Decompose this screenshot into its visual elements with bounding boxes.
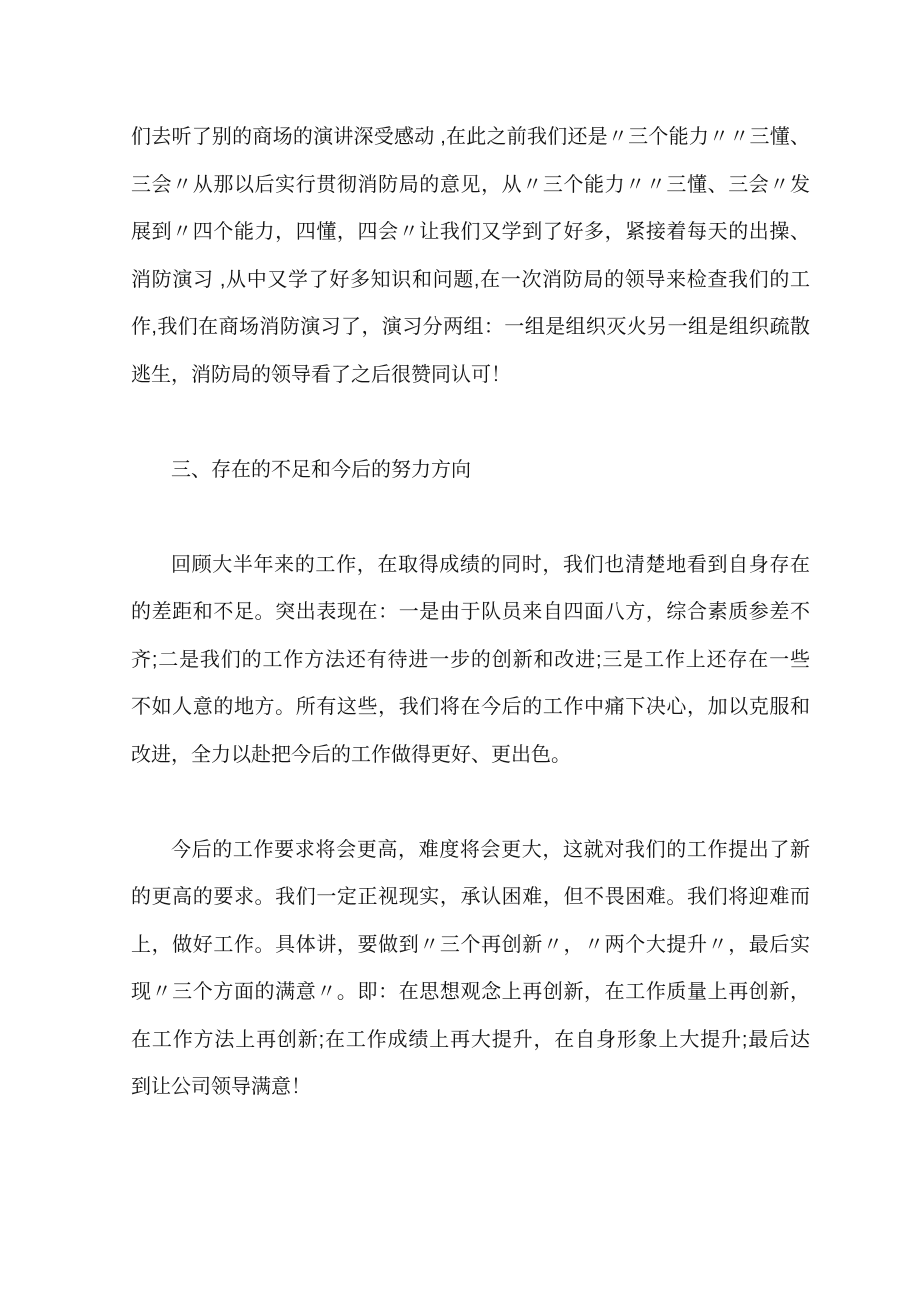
text-line: 在工作方法上再创新;在工作成绩上再大提升，在自身形象上大提升;最后达 (131, 1028, 810, 1051)
text-line: 消防演习 ,从中又学了好多知识和问题,在一次消防局的领导来检查我们的工 (131, 268, 810, 291)
paragraph-future-work (131, 827, 810, 1112)
text-line: 齐;二是我们的工作方法还有待进一步的创新和改进;三是工作上还存在一些 (131, 648, 810, 671)
text-line: 逃生，消防局的领导看了之后很赞同认可！ (131, 363, 511, 386)
text-line: 展到〃四个能力，四懂，四会〃让我们又学到了好多，紧接着每天的出操、 (131, 221, 810, 243)
text-line: 改进，全力以赴把今后的工作做得更好、更出色。 (131, 743, 571, 766)
text-line: 今后的工作要求将会更高，难度将会更大，这就对我们的工作提出了新 (171, 838, 810, 861)
text-line: 作,我们在商场消防演习了，演习分两组：一组是组织灭火另一组是组织疏散 (131, 316, 810, 338)
section-heading: 三、存在的不足和今后的努力方向 (171, 458, 471, 481)
document-text-block (131, 114, 810, 1112)
text-line: 三会〃从那以后实行贯彻消防局的意见，从〃三个能力〃〃三懂、三会〃发 (131, 173, 810, 196)
blank-line (131, 494, 810, 542)
text-line: 回顾大半年来的工作，在取得成绩的同时，我们也清楚地看到自身存在 (171, 553, 810, 576)
paragraph-fire-drill (131, 114, 810, 399)
text-line: 上，做好工作。具体讲，要做到〃三个再创新〃，〃两个大提升〃，最后实 (131, 933, 810, 956)
text-line: 的差距和不足。突出表现在：一是由于队员来自四面八方，综合素质参差不 (131, 601, 810, 623)
text-line: 们去听了别的商场的演讲深受感动 ,在此之前我们还是〃三个能力〃〃三懂、 (131, 126, 810, 148)
text-line: 的更高的要求。我们一定正视现实，承认困难，但不畏困难。我们将迎难而 (131, 886, 810, 908)
text-line: 到让公司领导满意！ (131, 1076, 311, 1098)
blank-line (131, 779, 810, 827)
paragraph-shortcomings (131, 542, 810, 780)
text-line: 不如人意的地方。所有这些，我们将在今后的工作中痛下决心，加以克服和 (131, 696, 810, 718)
text-line: 现〃三个方面的满意〃。即：在思想观念上再创新，在工作质量上再创新， (131, 981, 810, 1003)
blank-line (131, 399, 810, 447)
